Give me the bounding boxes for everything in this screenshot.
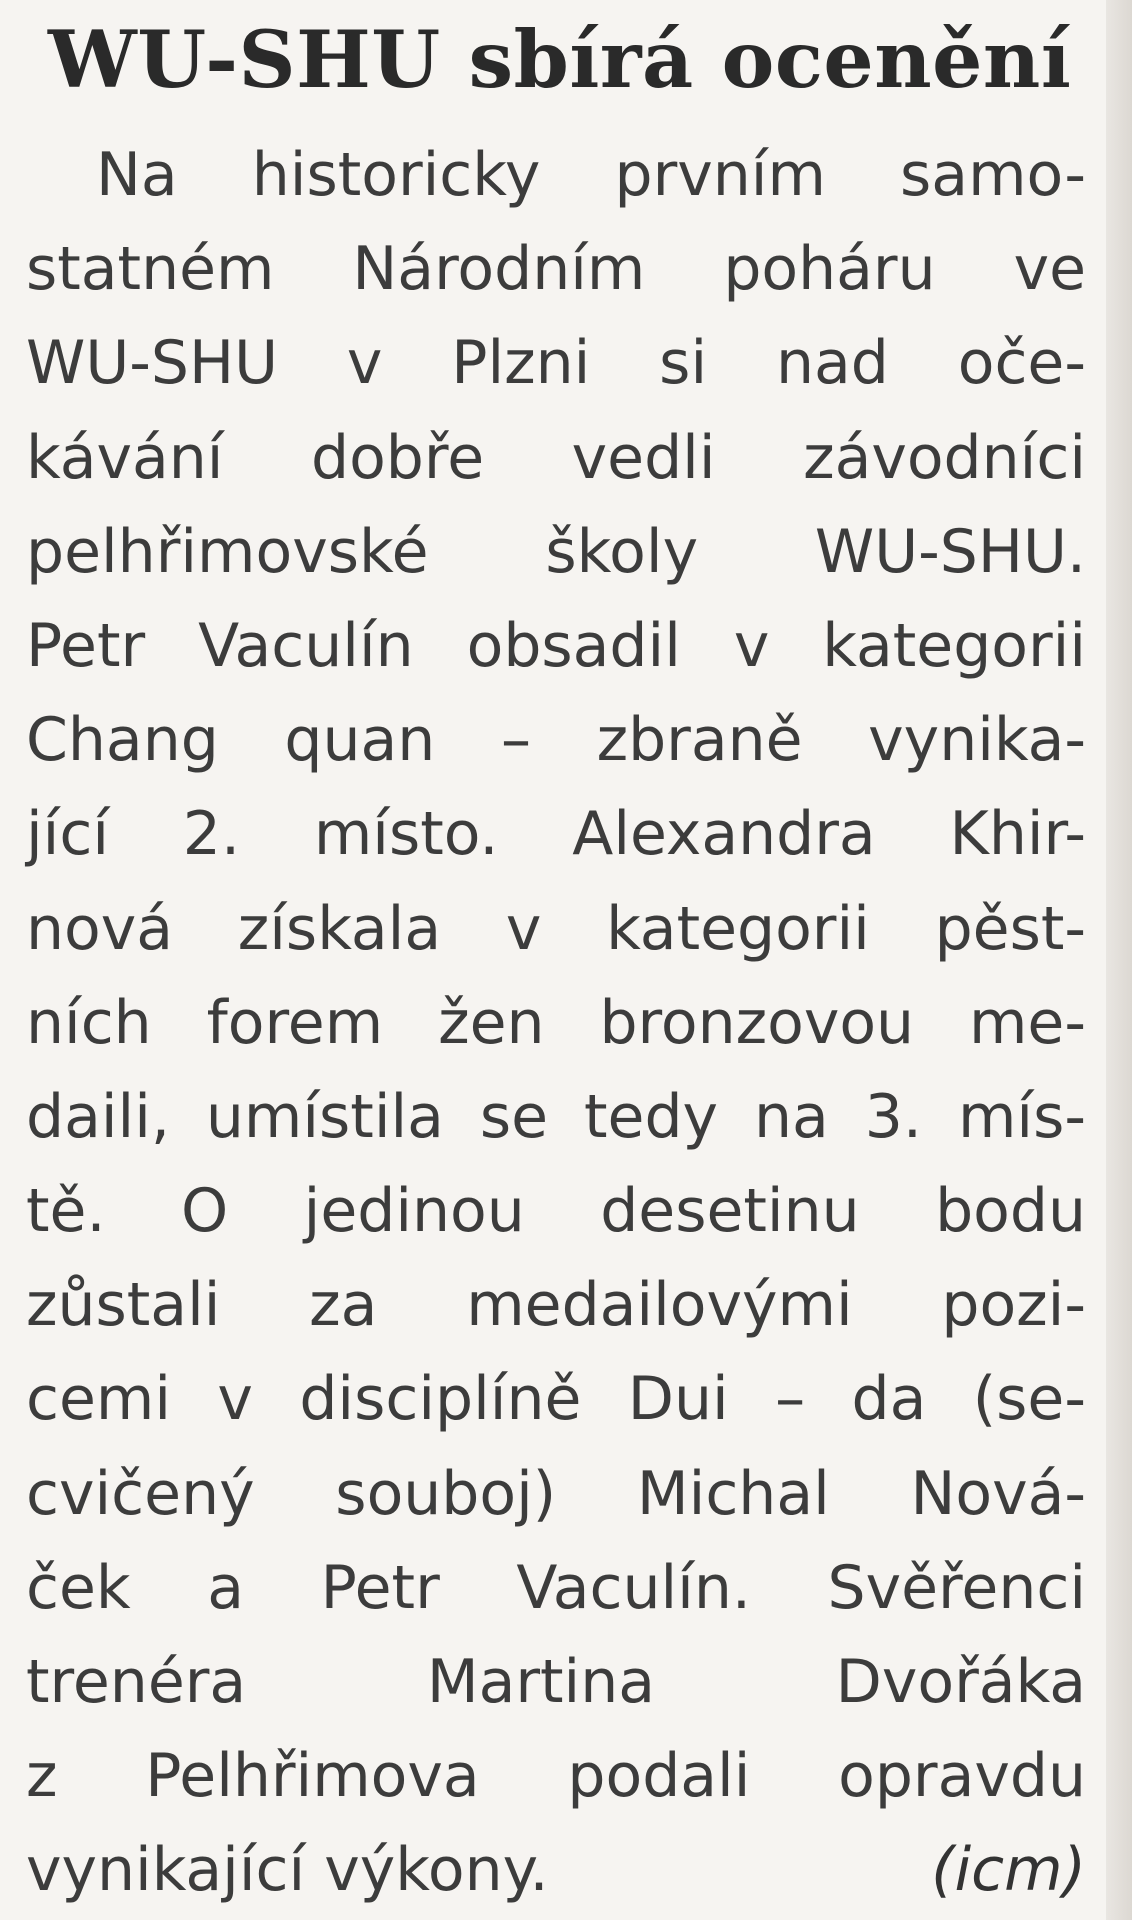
article-line: WU-SHU v Plzni si nad oče- — [26, 328, 1086, 399]
article-last-line — [26, 1823, 1086, 1917]
article-line: z Pelhřimova podali opravdu — [26, 1741, 1086, 1812]
article-line: cemi v disciplíně Dui – da (se- — [26, 1364, 1086, 1435]
article-line: statném Národním poháru ve — [26, 234, 1086, 305]
article-line: Petr Vaculín obsadil v kategorii — [26, 610, 1086, 681]
article-line: kávání dobře vedli závodníci — [26, 422, 1086, 493]
article-line: Chang quan – zbraně vynika- — [26, 705, 1086, 776]
article-line: vynikající výkony. — [26, 1835, 549, 1906]
article-body — [26, 128, 1086, 1918]
paper-edge — [1106, 0, 1132, 1920]
article-line: jící 2. místo. Alexandra Khir- — [26, 799, 1086, 870]
article-line: ních forem žen bronzovou me- — [26, 987, 1086, 1058]
article-line: zůstali za medailovými pozi- — [26, 1270, 1086, 1341]
article-line: daili, umístila se tedy na 3. mís- — [26, 1081, 1086, 1152]
article-line: nová získala v kategorii pěst- — [26, 893, 1086, 964]
article-line: Na historicky prvním samo- — [96, 140, 1086, 210]
article-line: trenéra Martina Dvořáka — [26, 1647, 1086, 1717]
article-line: cvičený souboj) Michal Nová- — [26, 1458, 1086, 1529]
article-line: ček a Petr Vaculín. Svěřenci — [26, 1552, 1086, 1623]
author-byline: (icm) — [931, 1835, 1086, 1906]
article-line: tě. O jedinou desetinu bodu — [26, 1176, 1086, 1247]
article-line: pelhřimovské školy WU-SHU. — [26, 516, 1086, 587]
article-headline: WU-SHU sbírá ocenění — [48, 13, 1072, 106]
